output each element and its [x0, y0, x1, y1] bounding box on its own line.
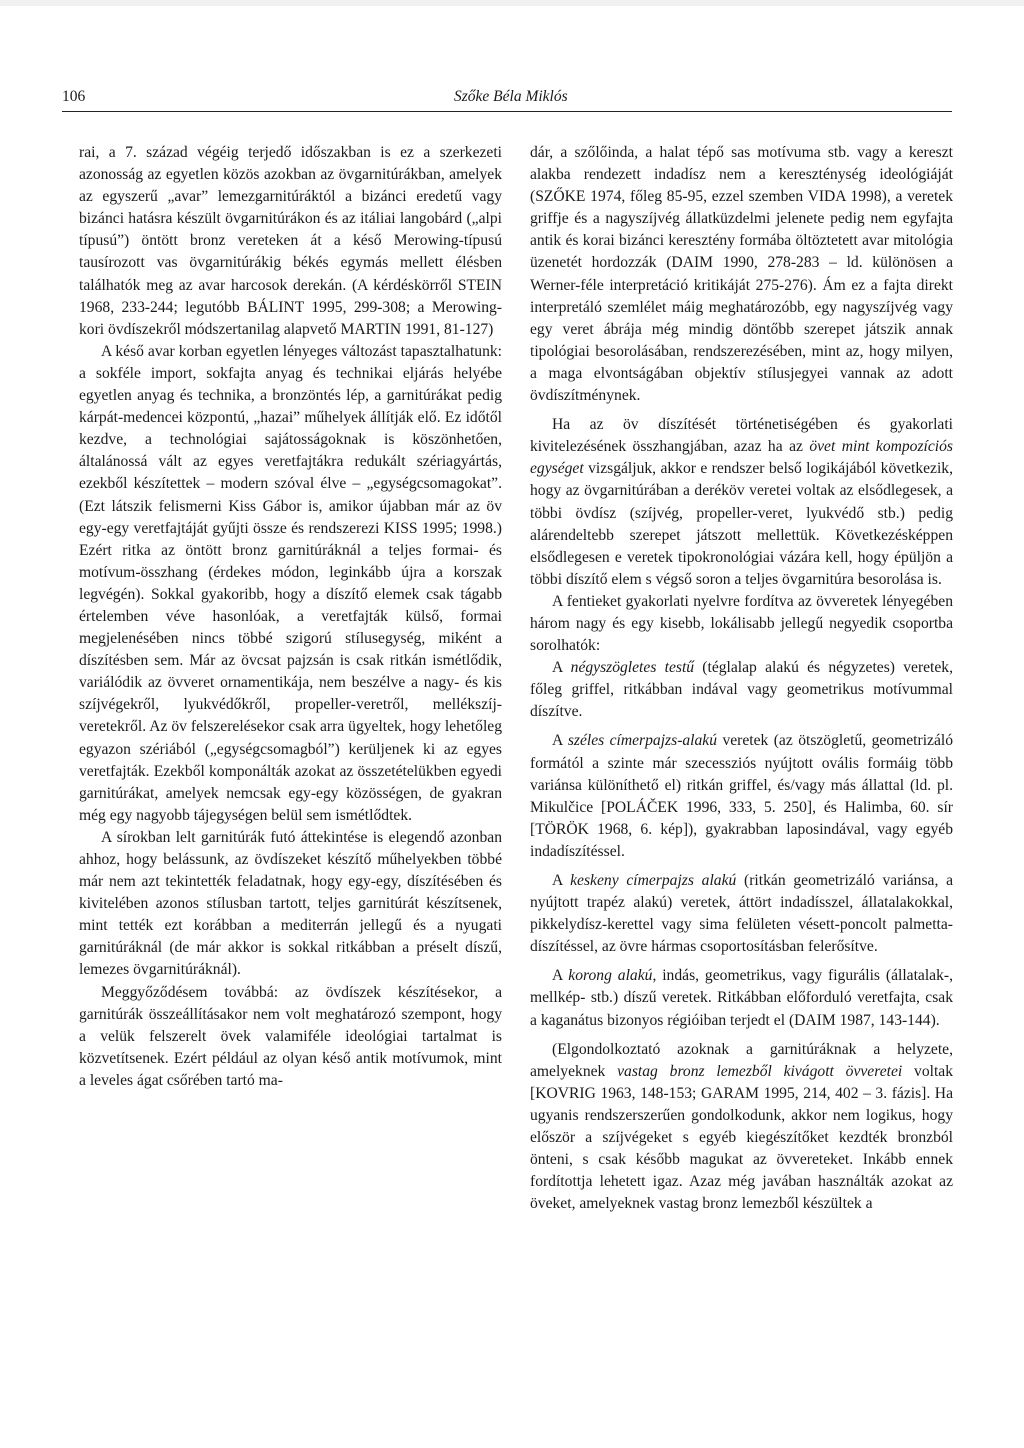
text-run: voltak [KOVRIG 1963, 148-153; GARAM 1995, 214, 402 – 3. fázis]. Ha ugyanis rendszerszerűen gondolkodunk, akkor nem logikus, hogy először a szíjvégeket s egyéb kiegészítőket kezdték bronzból önteni, s csak később magukat az övvereteket. Inkább ennek fordítottja lehetett igaz. Azaz még javában használták azokat az öveket, amelyeknek vastag bronz lemezből készültek a — [530, 1062, 953, 1213]
paragraph — [530, 591, 953, 657]
paragraph — [79, 341, 502, 827]
text-run: , indás, geometrikus, vagy figurális (állatalak-, mellkép- stb.) díszű veretek. Ritkábban előforduló veretfajta, csak a kaganátus bizonyos régióiban terjedt el (DAIM 1987, 143-144). — [530, 967, 953, 1029]
text-run: A — [552, 659, 571, 677]
paragraph — [530, 870, 953, 958]
emphasis-text: keskeny címerpajzs alakú — [570, 872, 737, 889]
text-run: vizsgáljuk, akkor e rendszer belső logikájából következik, hogy az övgarnitúrában a deréköv veretei voltak az elsődlegesek, a többi övdísz (szíjvég, propeller-veret, lyukvédő stb.) pedig alárendeltebb szerepet játszott mellettük. Következésképpen elsődlegesen e veretek tipokronológiai vázára kell, hogy épüljön a többi díszítő elem s végső soron a teljes övgarnitúra besorolása is. — [530, 460, 953, 588]
text-run: (Elgondolkoztató azoknak a garnitúráknak a helyzete, amelyeknek — [530, 1040, 953, 1080]
emphasis-text: korong alakú — [568, 967, 653, 985]
emphasis-text: vastag bronz lemezből kivágott övveretei — [617, 1062, 903, 1080]
text-run: A késő avar korban egyetlen lényeges változást tapasztalhatunk: a sokféle import, sokfajta anyag és technikai eljárás helyébe egyetlen anyag és technika, a bronzöntés lép, a garnitúrákat pedig kárpát-medencei központú, „hazai” műhelyek állítják elő. Ez időtől kezdve, a technológiai sajátosságoknak is köszönhetően, általánossá vált az egyes veretfajtákra redukált szériagyártás, ezekből készítettek – modern szóval élve – „egységcsomagokat”. (Ezt látszik felismerni Kiss Gábor is, amikor újabban már az öv egy-egy veretfajtáját gyűjti össze és rendszerezi KISS 1995; 1998.) Ezért ritka az öntött bronz garnitúráknál a teljes formai- és motívum-összhang (érdekes módon, leginkább újra a korszak legvégén). Sokkal gyakoribb, hogy a díszítő elemek csak tágabb értelemben véve hasonlóak, a veretfajták külső, formai megjelenésében nincs többé szigorú stílusegység, miként a díszítésben sem. Már az övcsat pajzsán is csak ritkán ismétlődik, variálódik az övveret ornamentikája, nem beszélve a nagy- és kis szíjvégekről, lyukvédőkről, propeller-veretről, mellékszíj-veretekről. Az öv felszerelésekor csak arra ügyeltek, hogy lehetőleg egyazon szériából („egységcsomagból”) kerüljenek ki az egyes veretfajták. Ezekből komponálták azokat az összetételükben egyedi garnitúrákat, amelyek nemcsak egy-egy közösségen, de gyakran még egy nagyobb tájegységen belül sem ismétlődtek. — [79, 342, 502, 824]
text-run: (téglalap alakú és négyzetes) veretek, főleg griffel, ritkábban indával vagy geometrikus motívummal díszítve. — [530, 659, 954, 721]
emphasis-text: övet mint kompozíciós egységet — [530, 438, 953, 478]
paragraph — [530, 1039, 953, 1216]
text-run: (ritkán geometrizáló variánsa, a nyújtott trapéz alakú) veretek, áttört indadísszel, állatalakokkal, pikkelydísz-kerettel vagy sima felületen vésett-poncolt palmetta-díszítéssel, az övre hármas csoportosításban felerősítve. — [530, 872, 953, 956]
header-rule — [62, 111, 952, 112]
text-run: A — [552, 872, 571, 889]
emphasis-text: négyszögletes testű — [570, 659, 695, 677]
text-run: A — [552, 967, 569, 985]
paragraph — [530, 657, 953, 723]
page-number: 106 — [62, 88, 86, 105]
right-column — [530, 142, 953, 1215]
text-run: A fentieket gyakorlati nyelvre fordítva az övveretek lényegében három nagy és egy kisebb, lokálisabb jellegű negyedik csoportba sorolhatók: — [530, 592, 953, 655]
text-run: A sírokban lelt garnitúrák futó áttekintése is elegendő azonban ahhoz, hogy belássunk, az övdíszeket készítő műhelyekben többé már nem azt tekintették feladatnak, hogy egy-egy, díszítésében és kivitelében azonos stílusban tartott, teljes garnitúrát készítsenek, mint tették ezt korábban a mediterrán jellegű és a nyugati garnitúráknál (de már akkor is sokkal ritkábban a préselt díszű, lemezes övgarnitúráknál). — [79, 828, 502, 979]
paragraph — [79, 827, 502, 982]
text-run: dár, a szőlőinda, a halat tépő sas motívuma stb. vagy a kereszt alakba rendezett indadísz nem a kereszténység ideológiáját (SZŐKE 1974, főleg 85-95, ezzel szemben VIDA 1998), a veretek griffje és a nagyszíjvég állatküzdelmi jelenete pedig nem egyfajta antik és korai bizánci keresztény formába öltöztetett avar mitológia üzenetét hordozzák (DAIM 1990, 278-283 – ld. különösen a Werner-féle interpretáció kritikáját 275-276). Ám ez a fajta direkt interpretáló szemlélet máig meghatározóbb, egy nagyszíjvég vagy egy veret ábrája még mindig döntőbb szerepet játszik annak tipológiai besorolásában, rendszerezésében, mint az, hogy milyen, a maga elvontságában objektív stílusjegyei vannak az adott övdíszítménynek. — [530, 144, 953, 405]
running-title: Szőke Béla Miklós — [454, 88, 568, 105]
text-run: veretek (az ötszögletű, geometrizáló formától a szinte már szecessziós nyújtott ovális formáig több variánsa különíthető el) ritkán griffel, és/vagy más állattal (ld. pl. Mikulčice [POLÁČEK 1996, 333, 5. 250], és Halimba, 60. sír [TÖRÖK 1968, 6. kép]), gyakrabban laposindával, vagy egyéb indadíszítéssel. — [530, 732, 953, 860]
text-run: A — [552, 732, 568, 750]
paragraph — [530, 965, 953, 1031]
emphasis-text: széles címerpajzs-alakú — [567, 732, 718, 750]
scan-edge — [0, 0, 1024, 6]
paragraph — [79, 982, 502, 1092]
paragraph — [530, 730, 953, 863]
text-run: Meggyőződésem továbbá: az övdíszek készítésekor, a garnitúrák összeállításakor nem volt meghatározó szempont, hogy a velük felszerelt övek valamiféle ideológiai tartalmat is közvetítsenek. Ezért például az olyan késő antik motívumok, mint a leveles ágat csőrében tartó ma- — [79, 983, 502, 1089]
paragraph — [530, 414, 953, 591]
text-run: rai, a 7. század végéig terjedő időszakban is ez a szerkezeti azonosság az egyetlen közös azokban az övgarnitúrákban, amelyek az egyszerű „avar” lemezgarnitúráktól a bizánci eredetű vagy bizánci hatásra készült övgarnitúrákon és az itáliai langobárd („alpi típusú”) öntött bronz vereteken át a késő Merowing-típusú tausírozott vas övgarnitúrákig békés egymás mellett élésben találhatók meg az avar harcosok derekán. (A kérdéskörről STEIN 1968, 233-244; legutóbb BÁLINT 1995, 299-308; a Merowing-kori övdíszekről módszertanilag alapvető MARTIN 1991, 81-127) — [79, 144, 502, 338]
paragraph — [79, 142, 502, 341]
page-header — [62, 88, 952, 110]
left-column — [79, 142, 502, 1092]
paragraph — [530, 142, 953, 407]
text-run: Ha az öv díszítését történetiségében és gyakorlati kivitelezésének összhangjában, azaz ha az — [530, 416, 953, 456]
